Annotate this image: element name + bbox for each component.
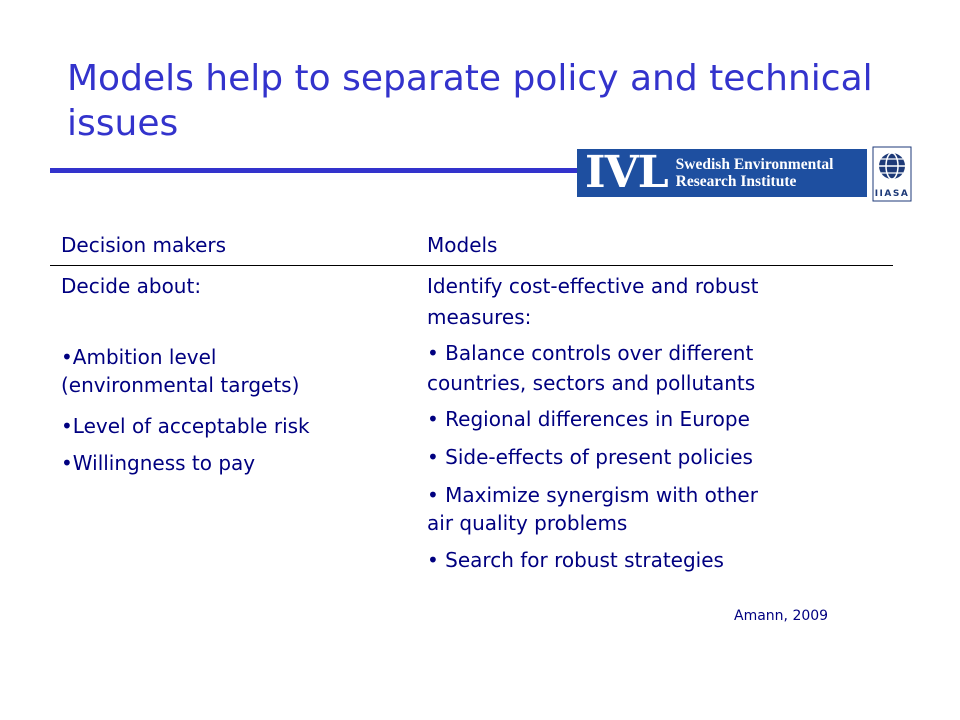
left-item-ambition-cont: (environmental targets) [61,373,300,397]
title-underline [50,168,578,173]
left-item-willingness: •Willingness to pay [61,451,256,475]
header-divider [50,265,893,266]
ivl-logo [577,146,867,200]
left-item-ambition: •Ambition level [61,345,217,369]
ivl-logo-text [676,156,834,190]
right-item-balance: • Balance controls over different [427,341,754,365]
models-header: Models [427,233,498,257]
right-intro-line-2: measures: [427,305,532,329]
decision-makers-header: Decision makers [61,233,227,257]
right-intro-line-1: Identify cost-effective and robust [427,274,759,298]
right-item-side-effects: • Side-effects of present policies [427,445,753,469]
right-item-regional: • Regional differences in Europe [427,407,750,431]
right-item-balance-cont: countries, sectors and pollutants [427,371,756,395]
ivl-logo-line-1: Swedish Environmental [675,156,834,173]
right-item-synergism-cont: air quality problems [427,511,628,535]
iiasa-logo-label: IIASA [874,189,910,199]
ivl-logo-mark: IVL [585,147,668,198]
slide-title: Models help to separate policy and technical issues [67,58,873,144]
ivl-logo-line-2: Research Institute [675,173,797,190]
right-item-synergism: • Maximize synergism with other [427,483,758,507]
attribution-citation: Amann, 2009 [734,608,829,624]
right-item-robust: • Search for robust strategies [427,548,724,572]
left-intro: Decide about: [61,274,202,298]
left-item-risk: •Level of acceptable risk [61,414,310,438]
